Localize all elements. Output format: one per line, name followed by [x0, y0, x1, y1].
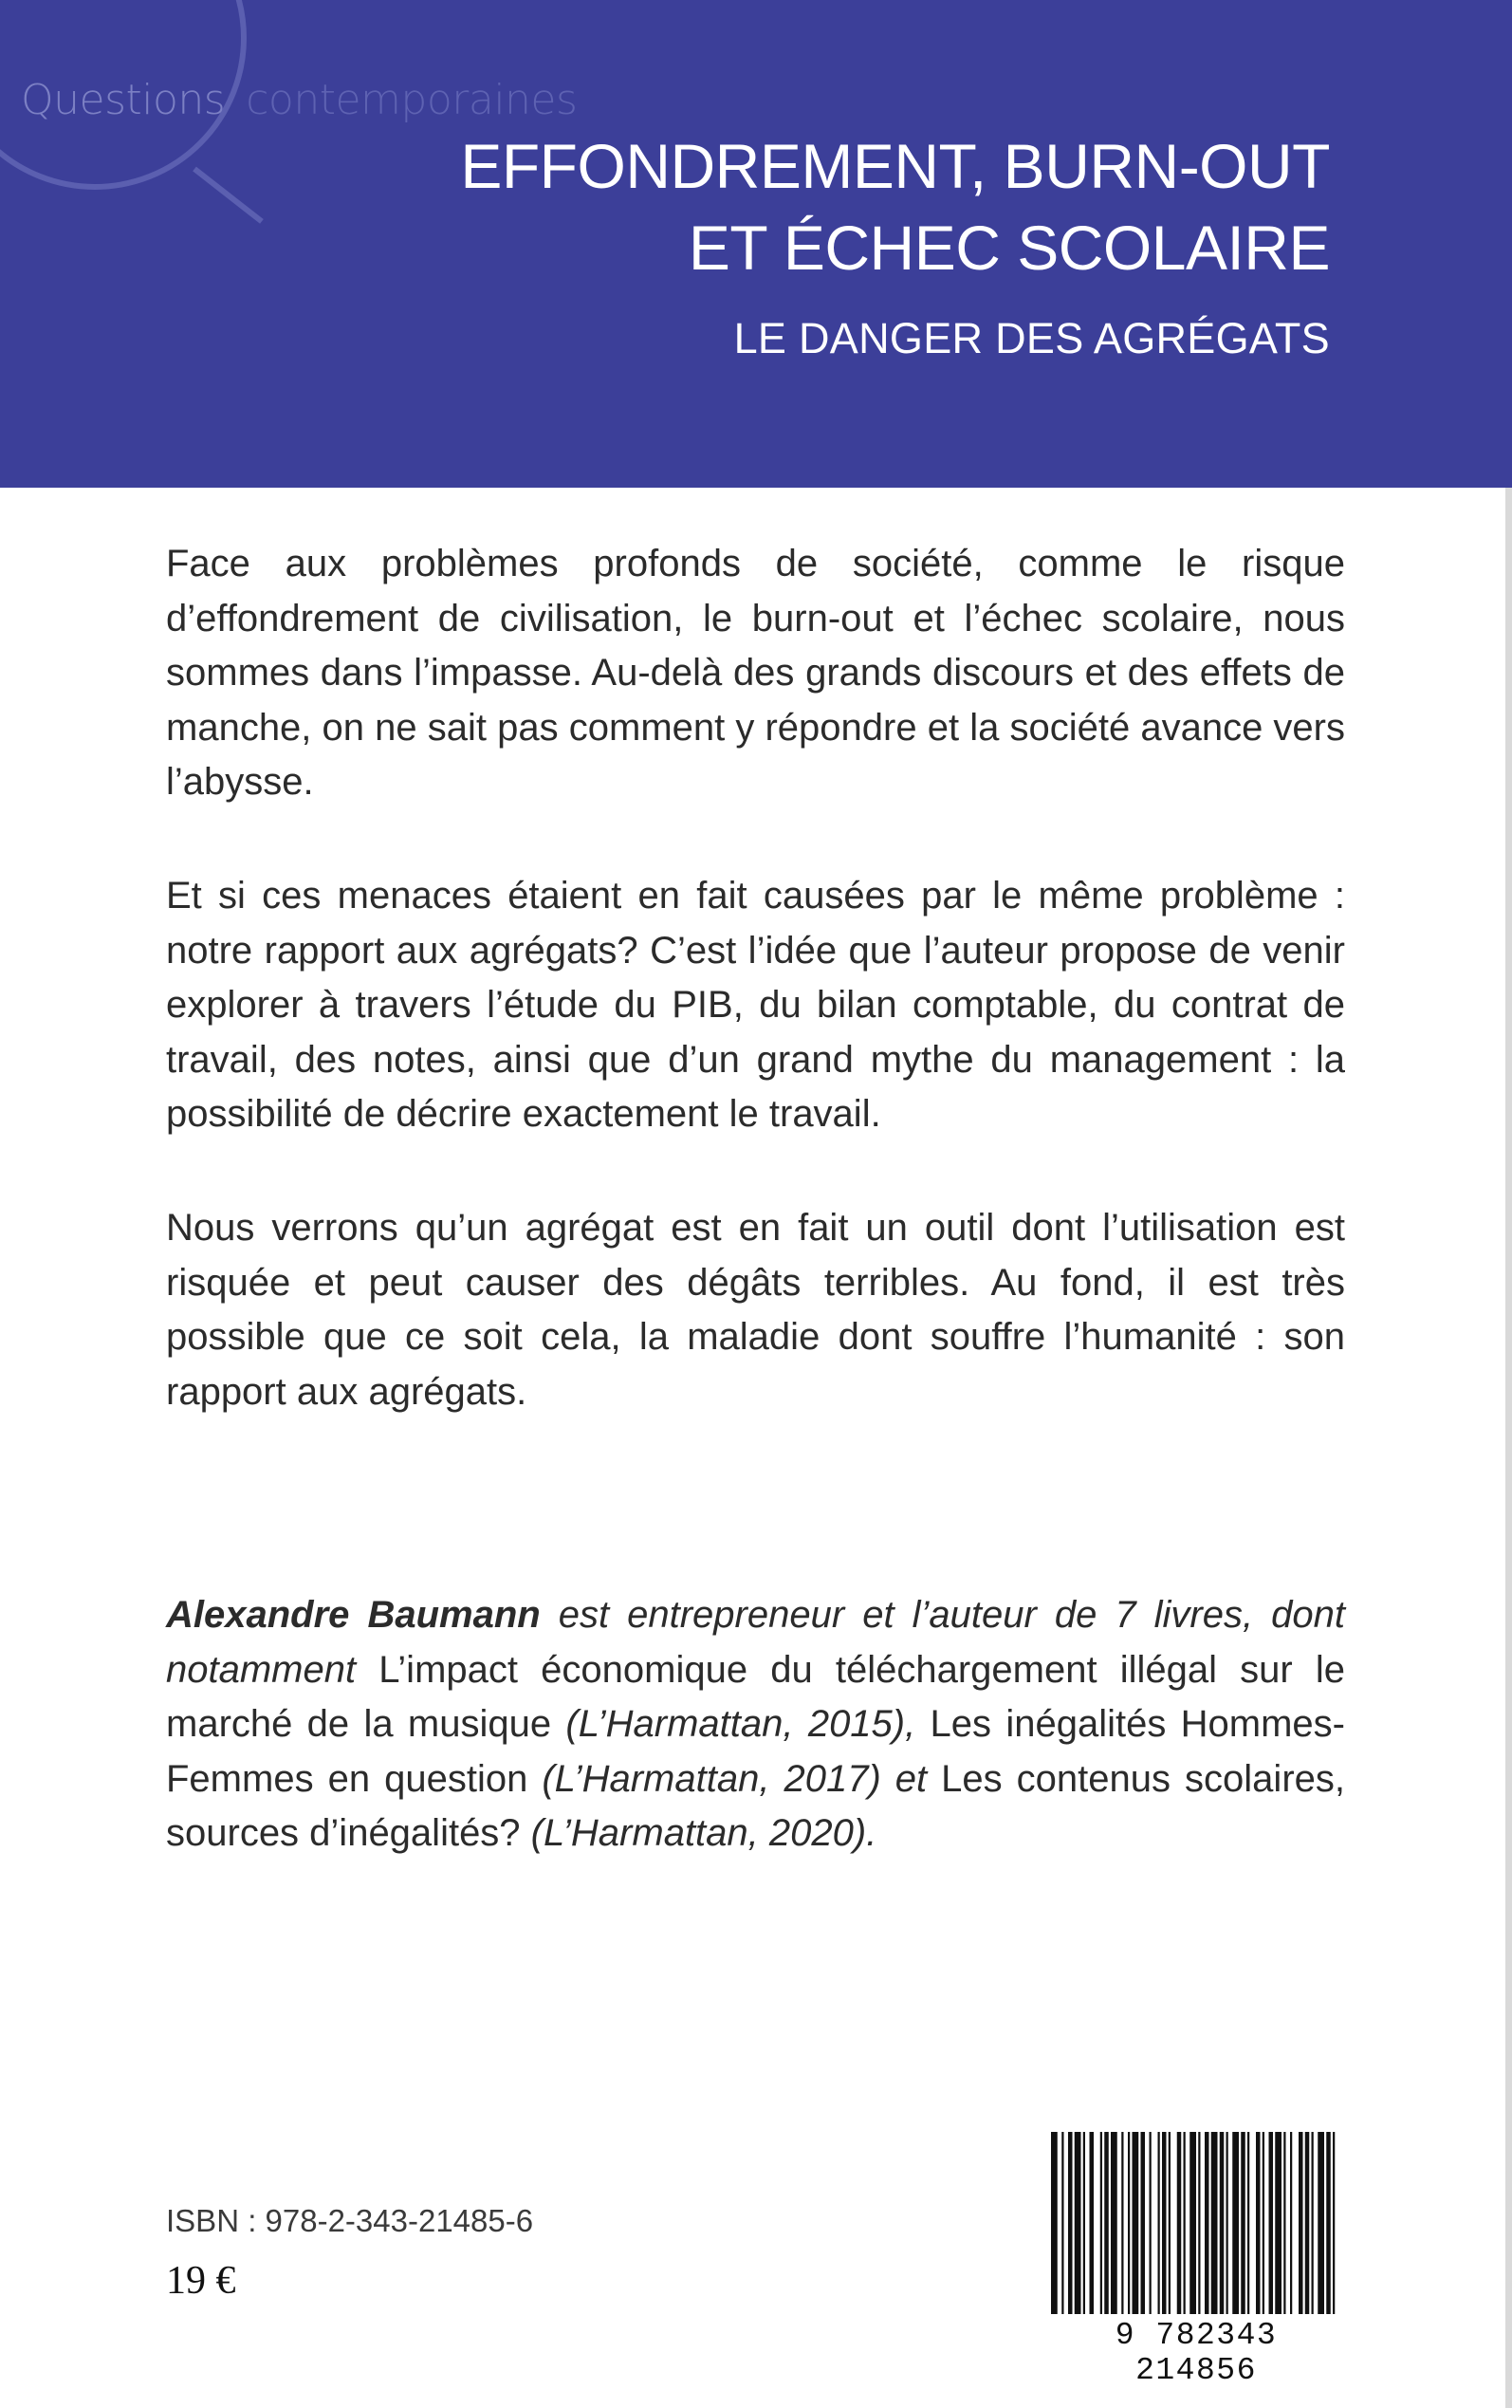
barcode-number: 9 782343 214856 [1115, 2318, 1278, 2388]
spine-edge [1505, 488, 1512, 2408]
bio-publisher-2: (L’Harmattan, 2017) et [527, 1757, 942, 1800]
bio-book-3: Les contenus scolaires, sources d’inégalités? [166, 1757, 1345, 1854]
title-line-2: ET ÉCHEC SCOLAIRE [688, 213, 1330, 283]
collection-word-2: contemporaines [246, 76, 578, 124]
author-name: Alexandre Baumann [166, 1594, 541, 1636]
collection-logo-tail [193, 167, 264, 224]
cover-header [0, 0, 1512, 488]
bio-publisher-1: (L’Harmattan, 2015), [551, 1703, 931, 1745]
blurb-paragraph-2: Et si ces menaces étaient en fait causées par le même problème : notre rapport aux agrégats? C’est l’idée que l’auteur propose de venir explorer à travers l’étude du PIB, du bilan comptable, du contrat de travail, des notes, ainsi que d’un grand mythe du management : la possibilité de décrire exactement le travail. [166, 875, 1345, 1135]
title-line-1: EFFONDREMENT, BURN-OUT [460, 131, 1330, 201]
barcode-bars-icon [1051, 2132, 1341, 2314]
book-subtitle: LE DANGER DES AGRÉGATS [733, 314, 1330, 362]
book-title [286, 125, 1330, 288]
bio-publisher-3: (L’Harmattan, 2020). [520, 1812, 877, 1854]
collection-name [21, 76, 577, 124]
collection-word-1: Questions [21, 76, 226, 124]
barcode [1051, 2132, 1341, 2388]
blurb-paragraph-1: Face aux problèmes profonds de société, comme le risque d’effondrement de civilisation, le burn-out et l’échec scolaire, nous sommes dans l’impasse. Au-delà des grands discours et des effets de manche, on ne sait pas comment y répondre et la société avance vers l’abysse. [166, 543, 1345, 803]
bio-text-1: est entrepreneur et l’auteur de 7 livres, dont notamment [166, 1594, 1345, 1691]
blurb-paragraph-3: Nous verrons qu’un agrégat est en fait un outil dont l’utilisation est risquée et peut causer des dégâts terribles. Au fond, il est très possible que ce soit cela, la maladie dont souffre l’humanité : son rapport aux agrégats. [166, 1207, 1345, 1413]
price: 19 € [166, 2259, 236, 2303]
bio-book-2: Les inégalités Hommes-Femmes en question [166, 1703, 1345, 1800]
isbn: ISBN : 978-2-343-21485-6 [166, 2203, 534, 2238]
bio-book-1: L’impact économique du téléchargement illégal sur le marché de la musique [166, 1648, 1345, 1745]
author-bio [166, 1588, 1345, 1862]
